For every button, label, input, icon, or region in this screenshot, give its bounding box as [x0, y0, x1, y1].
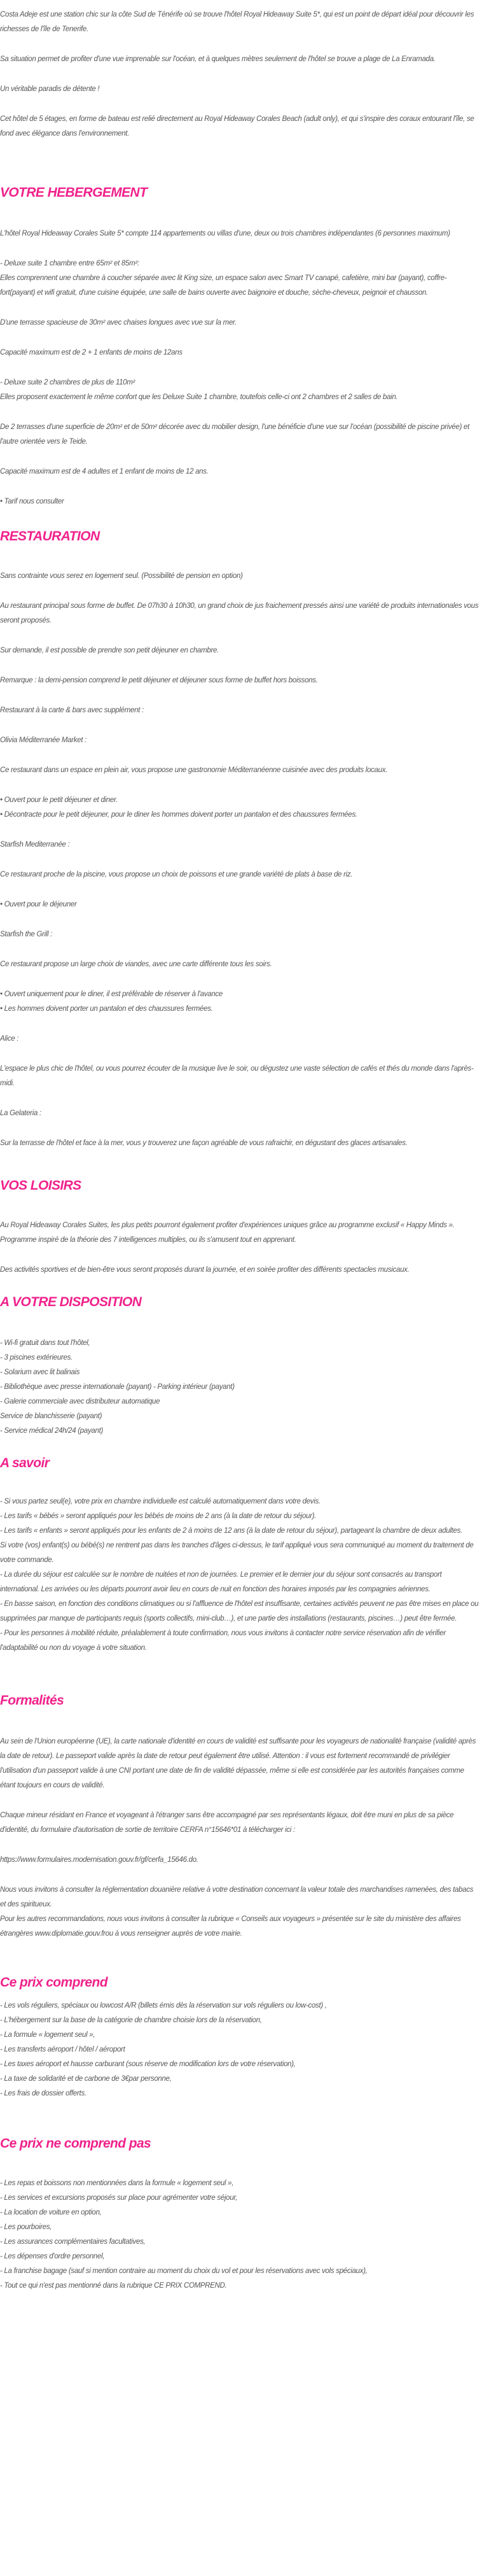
restaurant-bullets-starfish-med [0, 897, 481, 912]
list-item: - Wi-fi gratuit dans tout l'hôtel, [0, 1339, 90, 1347]
restauration-paragraph: Restaurant à la carte & bars avec supplément : [0, 707, 144, 714]
list-item: - 3 piscines extérieures. [0, 1354, 72, 1362]
list-item: - Les transferts aéroport / hôtel / aéroport [0, 2046, 125, 2053]
list-item: - Si vous partez seul(e), votre prix en chambre individuelle est calculé automatiquement dans votre devis. [0, 1498, 320, 1505]
restauration-paragraph: Sans contrainte vous serez en logement seul. (Possibilité de pension en option) [0, 572, 243, 580]
restauration-section [0, 527, 481, 1151]
list-item: - Les tarifs « enfants » seront appliqués pour les enfants de 2 à moins de 12 ans (à la date de retour du séjour), partageant la chambre de deux adultes. [0, 1527, 462, 1535]
intro-paragraph: Cet hôtel de 5 étages, en forme de bateau est relié directement au Royal Hideaway Corales Beach (adult only), et qui s'inspire des coraux entourant l'île, se fond avec élégance dans l'environnement. [0, 115, 474, 137]
list-item: • Ouvert pour le petit déjeuner et diner. [0, 793, 481, 808]
section-heading-prix-comprend: Ce prix comprend [0, 1975, 107, 1990]
list-item: - Solarium avec lit balinais [0, 1369, 80, 1376]
intro-section [0, 8, 481, 141]
list-item: - La formule « logement seul », [0, 2031, 95, 2039]
list-item: - La franchise bagage (sauf si mention contraire au moment du choix du vol et pour les réservations avec vols spéciaux), [0, 2267, 368, 2275]
suite1-description: Elles comprennent une chambre à coucher séparée avec lit King size, un espace salon avec Smart TV canapé, cafetière, mini bar (payant), coffre-fort(payant) et wifi gratuit, d'une cuisine équipée, une salle de bains ouverte avec baignoire et douche, sèche-cheveux, peignoir et chausson. [0, 274, 447, 297]
list-item: - La location de voiture en option, [0, 2209, 102, 2216]
suite2-terrasse: De 2 terrasses d'une superficie de 20m² et de 50m² décorée avec du mobilier design, l'une bénéficie d'une vue sur l'océan (possibilité de piscine privée) et l'autre orientée vers le Teide. [0, 423, 470, 446]
section-heading-savoir: A savoir [0, 1456, 50, 1470]
list-item: - Les dépenses d'ordre personnel, [0, 2253, 105, 2260]
section-heading-prix-ne-comprend-pas: Ce prix ne comprend pas [0, 2136, 151, 2151]
intro-paragraph: Sa situation permet de profiter d'une vue imprenable sur l'océan, et à quelques mètres seulement de l'hôtel se trouve a plage de La Enramada. [0, 55, 436, 63]
formalites-paragraph: Chaque mineur résidant en France et voyageant à l'étranger sans être accompagné par ses représentants légaux, doit être muni en plus de sa pièce d'identité, du formulaire d'autorisation de sortie de territoire CERFA n°15646*01 à télécharger ici : [0, 1812, 454, 1834]
list-item: • Décontracte pour le petit déjeuner, pour le diner les hommes doivent porter un pantalon et des chaussures fermées. [0, 808, 481, 822]
hebergement-section [0, 183, 481, 509]
loisirs-section [0, 1176, 481, 1277]
list-item: - Les vols réguliers, spéciaux ou lowcost A/R (billets émis dès la réservation sur vols réguliers ou low-cost) , [0, 2002, 327, 2009]
suite1-capacite: Capacité maximum est de 2 + 1 enfants de moins de 12ans [0, 349, 182, 356]
list-item: - Galerie commerciale avec distributeur automatique [0, 1398, 160, 1405]
intro-paragraph: Un véritable paradis de détente ! [0, 85, 100, 93]
tarif-item: • Tarif nous consulter [0, 495, 481, 509]
section-heading-restauration: RESTAURATION [0, 529, 100, 544]
loisirs-paragraph: Des activités sportives et de bien-être vous seront proposés durant la journée, et en soirée profiter des différents spectacles musicaux. [0, 1266, 410, 1274]
formalites-section [0, 1691, 481, 1941]
restaurant-desc-starfish-med: Ce restaurant proche de la piscine, vous propose un choix de poissons et une grande variété de plats à base de riz. [0, 871, 353, 878]
list-item: - L'hébergement sur la base de la catégorie de chambre choisie lors de la réservation, [0, 2016, 262, 2024]
section-heading-loisirs: VOS LOISIRS [0, 1178, 81, 1193]
list-item: - Les pourboires, [0, 2223, 52, 2231]
savoir-list [0, 1495, 481, 1656]
restaurant-name-alice: Alice : [0, 1035, 19, 1043]
prix-ne-comprend-pas-list [0, 2176, 481, 2293]
prix-comprend-section [0, 1973, 481, 2101]
restaurant-bullets-olivia [0, 793, 481, 822]
cerfa-link[interactable]: https://www.formulaires.modernisation.gouv.fr/gf/cerfa_15646.do. [0, 1856, 198, 1864]
list-item: - Tout ce qui n'est pas mentionné dans la rubrique CE PRIX COMPREND. [0, 2282, 227, 2290]
restaurant-name-starfish-med: Starfish Mediterranée : [0, 841, 70, 848]
formalites-paragraph: Au sein de l'Union européenne (UE), la carte nationale d'identité en cours de validité est suffisante pour les voyageurs de nationalité française (validité après la date de retour). Le passeport valide après la date de retour peut également être utilisé. Attention : il vous est fortement recommandé de privilégier l'utilisation d'un passeport valide à une CNI portant une date de fin de validité dépassée, même si elle est considérée par les autorités françaises comme étant toujours en cours de validité. [0, 1738, 476, 1789]
list-item: - Pour les personnes à mobilité réduite, préalablement à toute confirmation, nous vous invitons à contacter notre service réservation afin de vérifier l'adaptabilité ou non du voyage à votre situation. [0, 1629, 446, 1652]
suite2-capacite: Capacité maximum est de 4 adultes et 1 enfant de moins de 12 ans. [0, 468, 209, 475]
restaurant-desc-olivia: Ce restaurant dans un espace en plein air, vous propose une gastronomie Méditerranéenne cuisinée avec des produits locaux. [0, 766, 388, 774]
restaurant-desc-gelateria: Sur la terrasse de l'hôtel et face à la mer, vous y trouverez une façon agréable de vous rafraichir, en dégustant des glaces artisanales. [0, 1139, 408, 1147]
prix-comprend-list [0, 1999, 481, 2101]
restaurant-bullets-starfish-grill [0, 987, 481, 1017]
list-item: - Les frais de dossier offerts. [0, 2090, 86, 2097]
suite2-title: - Deluxe suite 2 chambres de plus de 110m² [0, 379, 135, 386]
restauration-paragraph: Remarque : la demi-pension comprend le petit déjeuner et déjeuner sous forme de buffet hors boissons. [0, 677, 318, 684]
disposition-section [0, 1293, 481, 1439]
list-item: - Les taxes aéroport et hausse carburant (sous réserve de modification lors de votre réservation), [0, 2060, 296, 2068]
tarif-list [0, 495, 481, 509]
restaurant-name-starfish-grill: Starfish the Grill : [0, 931, 53, 938]
section-heading-formalites: Formalités [0, 1693, 64, 1708]
intro-paragraph: Costa Adeje est une station chic sur la côte Sud de Ténérife où se trouve l'hôtel Royal Hideaway Suite 5*, qui est un point de départ idéal pour découvrir les richesses de l'île de Tenerife. [0, 11, 474, 33]
list-item: - En basse saison, en fonction des conditions climatiques ou si l'affluence de l'hôtel est insuffisante, certaines activités peuvent ne pas être mises en place ou supprimées par manque de participants requis (sports collectifs, mini-club…), et une partie des installations (restaurants, piscines…) peut être fermée. [0, 1600, 479, 1622]
list-item: - Les assurances complémentaires facultatives, [0, 2238, 146, 2246]
restaurant-desc-starfish-grill: Ce restaurant propose un large choix de viandes, avec une carte différente tous les soirs. [0, 961, 272, 968]
list-item: Service de blanchisserie (payant) [0, 1412, 102, 1420]
list-item: - Les repas et boissons non mentionnées dans la formule « logement seul », [0, 2179, 234, 2187]
list-item: - Les tarifs « bébés » seront appliqués pour les bébés de moins de 2 ans (à la date de retour du séjour). [0, 1512, 317, 1520]
suite2-description: Elles proposent exactement le même confort que les Deluxe Suite 1 chambre, toutefois celle-ci ont 2 chambres et 2 salles de bain. [0, 393, 398, 401]
list-item: - La durée du séjour est calculée sur le nombre de nuitées et non de journées. Le premier et le dernier jour du séjour sont consacrés au transport international. Les arrivées ou les départs pourront avoir lieu en cours de nuit en fonction des horaires imposés par les compagnies aériennes. [0, 1571, 442, 1593]
list-item: • Les hommes doivent porter un pantalon et des chaussures fermées. [0, 1002, 481, 1017]
list-item: - Service médical 24h/24 (payant) [0, 1427, 104, 1435]
list-item: - Les services et excursions proposés sur place pour agrémenter votre séjour, [0, 2194, 238, 2202]
list-item: Si votre (vos) enfant(s) ou bébé(s) ne rentrent pas dans les tranches d'âges ci-dessus, le tarif appliqué vous sera communiqué au moment du traitement de votre commande. [0, 1542, 474, 1564]
formalites-paragraph: Pour les autres recommandations, nous vous invitons à consulter la rubrique « Conseils aux voyageurs » présentée sur le site du ministère des affaires étrangères www.diplomatie.gouv.frou à vous renseigner auprès de votre mairie. [0, 1915, 461, 1938]
suite1-title: - Deluxe suite 1 chambre entre 65m² et 85m²: [0, 260, 139, 267]
restauration-paragraph: Au restaurant principal sous forme de buffet. De 07h30 à 10h30, un grand choix de jus fraichement pressés ainsi une variété de produits internationales vous seront proposés. [0, 602, 479, 624]
prix-ne-comprend-pas-section [0, 2134, 481, 2293]
list-item: • Ouvert uniquement pour le diner, il est préférable de réserver à l'avance [0, 987, 481, 1002]
suite1-terrasse: D'une terrasse spacieuse de 30m² avec chaises longues avec vue sur la mer. [0, 319, 237, 327]
list-item: • Ouvert pour le déjeuner [0, 897, 481, 912]
restauration-paragraph: Sur demande, il est possible de prendre son petit déjeuner en chambre. [0, 647, 219, 654]
disposition-list [0, 1336, 481, 1439]
hebergement-intro: L'hôtel Royal Hideaway Corales Suite 5* compte 114 appartements ou villas d'une, deux ou trois chambres indépendantes (6 personnes maximum) [0, 230, 450, 237]
restaurant-name-gelateria: La Gelateria : [0, 1109, 41, 1117]
loisirs-paragraph: Au Royal Hideaway Corales Suites, les plus petits pourront également profiter d'expériences uniques grâce au programme exclusif « Happy Minds ». Programme inspiré de la théorie des 7 intelligences multiples, ou ils s'amusent tout en apprenant. [0, 1221, 455, 1244]
formalites-paragraph: Nous vous invitons à consulter la réglementation douanière relative à votre destination concernant la valeur totale des marchandises ramenées, des tabacs et des spiritueux. [0, 1886, 474, 1908]
savoir-section [0, 1454, 481, 1656]
list-item: - Bibliothèque avec presse internationale (payant) - Parking intérieur (payant) [0, 1383, 235, 1391]
section-heading-disposition: A VOTRE DISPOSITION [0, 1295, 142, 1309]
restaurant-name-olivia: Olivia Méditerranée Market : [0, 736, 87, 744]
section-heading-hebergement: VOTRE HEBERGEMENT [0, 185, 148, 200]
list-item: - La taxe de solidarité et de carbone de 3€par personne, [0, 2075, 172, 2083]
restaurant-desc-alice: L'espace le plus chic de l'hôtel, ou vous pourrez écouter de la musique live le soir, ou dégustez une vaste sélection de cafés et thés du monde dans l'après-midi. [0, 1065, 474, 1087]
